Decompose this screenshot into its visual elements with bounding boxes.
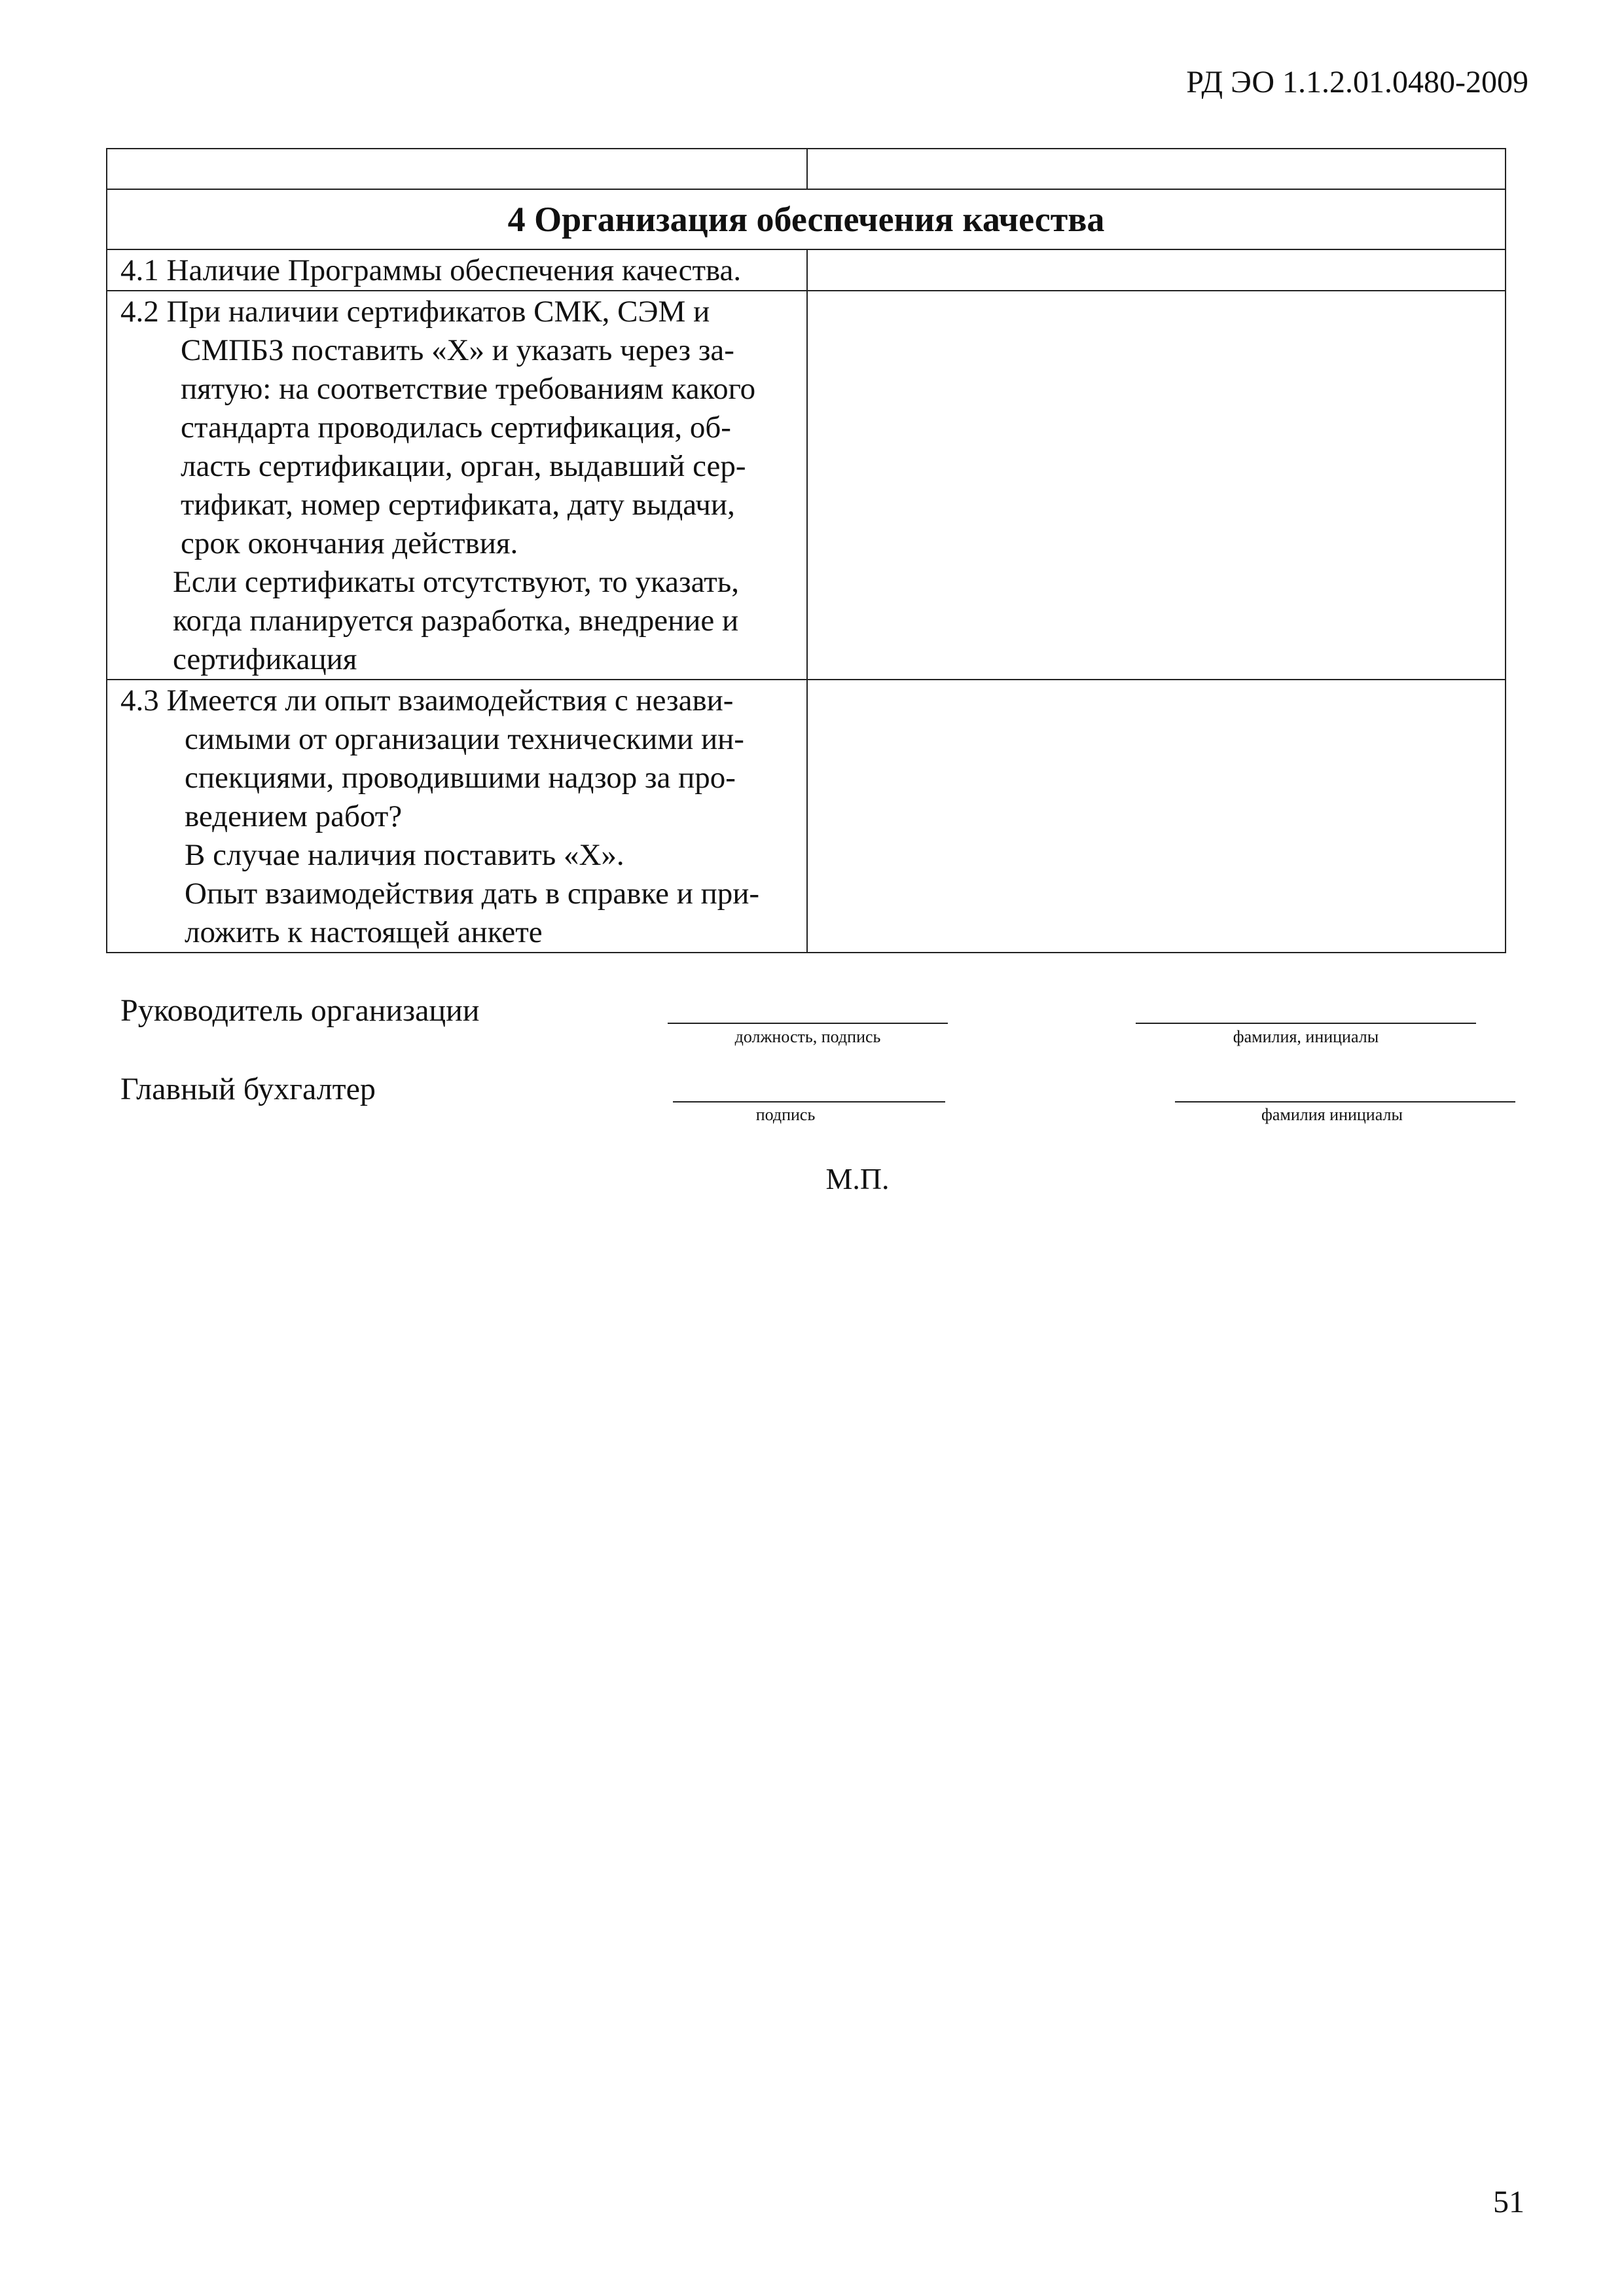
question-line: симыми от организации техническими ин- — [185, 722, 744, 756]
stamp-placeholder: М.П. — [825, 1162, 890, 1195]
question-line: В случае наличия поставить «X». — [185, 838, 624, 872]
question-cell — [107, 249, 807, 291]
head-signature-label: Руководитель организации — [120, 993, 480, 1028]
head-position-signature-line[interactable] — [668, 1023, 948, 1024]
question-line: стандарта проводилась сертификация, об- — [181, 410, 731, 445]
question-line: срок окончания действия. — [181, 526, 518, 560]
answer-cell[interactable] — [807, 291, 1506, 680]
head-position-signature-caption: должность, подпись — [734, 1027, 881, 1046]
question-line: Если сертификаты отсутствуют, то указать, — [173, 565, 739, 599]
question-line: 4.2 При наличии сертификатов СМК, СЭМ и — [120, 295, 710, 329]
question-cell — [107, 291, 807, 680]
question-line: спекциями, проводившими надзор за про- — [185, 761, 736, 795]
question-line: сертификация — [173, 642, 357, 676]
question-line: ласть сертификации, орган, выдавший сер- — [181, 449, 746, 483]
empty-cell — [807, 149, 1506, 189]
question-line: СМПБЗ поставить «X» и указать через за- — [181, 333, 734, 367]
question-line: Опыт взаимодействия дать в справке и при- — [185, 877, 760, 911]
questionnaire-table — [106, 148, 1506, 953]
empty-cell — [107, 149, 807, 189]
section-title-row — [107, 189, 1506, 249]
question-line: 4.1 Наличие Программы обеспечения качества. — [120, 253, 742, 287]
question-line: ложить к настоящей анкете — [185, 915, 543, 949]
accountant-name-line[interactable] — [1175, 1101, 1515, 1102]
accountant-name-caption: фамилия инициалы — [1261, 1105, 1403, 1124]
answer-cell[interactable] — [807, 680, 1506, 953]
head-name-line[interactable] — [1136, 1023, 1476, 1024]
head-name-caption: фамилия, инициалы — [1233, 1027, 1379, 1046]
page-number: 51 — [1493, 2185, 1525, 2219]
table-row — [107, 680, 1506, 953]
question-cell — [107, 680, 807, 953]
table-row — [107, 249, 1506, 291]
answer-cell[interactable] — [807, 249, 1506, 291]
question-line: тификат, номер сертификата, дату выдачи, — [181, 488, 735, 522]
accountant-signature-caption: подпись — [755, 1105, 816, 1124]
question-line: когда планируется разработка, внедрение и — [173, 604, 739, 638]
question-line: пятую: на соответствие требованиям какого — [181, 372, 756, 406]
section-title: 4 Организация обеспечения качества — [107, 189, 1506, 249]
table-row — [107, 291, 1506, 680]
table-header-row — [107, 149, 1506, 189]
accountant-signature-line[interactable] — [673, 1101, 945, 1102]
accountant-signature-label: Главный бухгалтер — [120, 1072, 376, 1106]
question-line: ведением работ? — [185, 799, 403, 833]
document-code: РД ЭО 1.1.2.01.0480-2009 — [1186, 65, 1528, 100]
question-line: 4.3 Имеется ли опыт взаимодействия с незави- — [120, 683, 734, 718]
